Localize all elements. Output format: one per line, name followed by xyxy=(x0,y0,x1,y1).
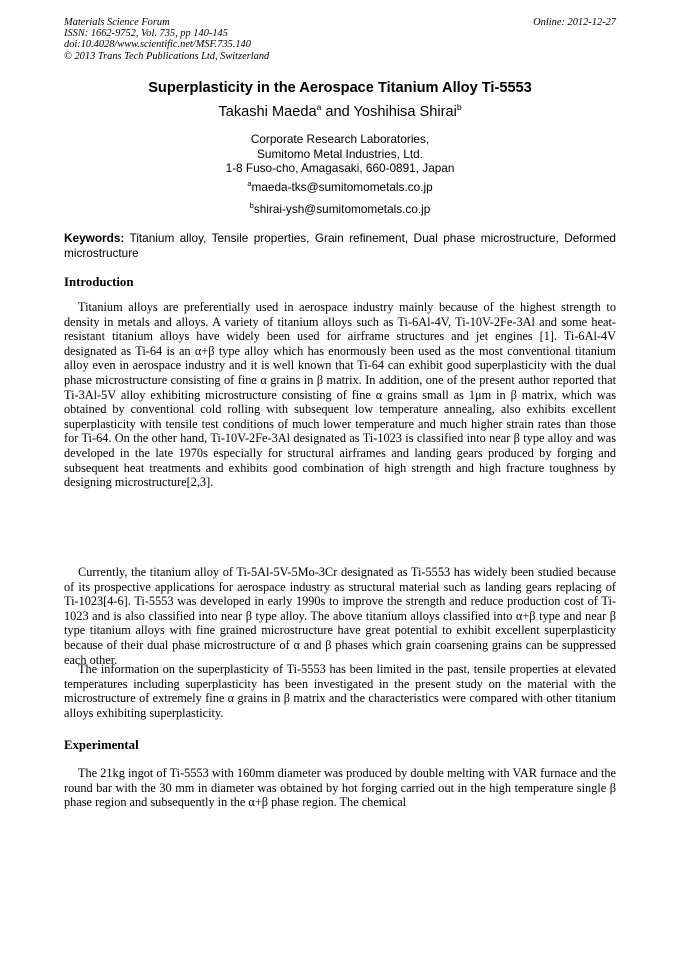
body-paragraph: Titanium alloys are preferentially used in aerospace industry mainly because of the highest strength to density in metals and alloys. A variety of titanium alloys such as Ti-6Al-4V, Ti-10V-2Fe-3Al and some heat-resistant titanium alloys have widely been used for airframe structures and jet engines [1]. Ti-6Al-4V designated as Ti-64 is an α+β type alloy which has enormously been used as the most conventional titanium alloy even in aerospace industry and it is well known that Ti-64 can exhibit good superplasticity with the dual phase microstructure consisting of fine α grains in β matrix. In addition, one of the present author reported that Ti-3Al-5V alloy exhibiting microstructure consisting of fine α grains small as 1μm in β matrix, which was obtained by conventional cold rolling with subsequent low temperature annealing, also exhibits excellent superplasticity with tensile test conditions of much lower temperature and much higher strain rates than those for Ti-64. On the other hand, Ti-10V-2Fe-3Al designated as Ti-1023 is classified into near β type alloy and was developed in the late 1970s especially for structural airframes and landing gears produced by forging and subsequent heat treatments and exhibits good combination of high strength and high fracture toughness by designing microstructure[2,3]. xyxy=(64,300,616,490)
email-address[interactable]: shirai-ysh@sumitomometals.co.jp xyxy=(253,202,431,216)
keywords-block xyxy=(64,231,616,260)
email-superscript: a xyxy=(247,179,252,188)
body-paragraph: The information on the superplasticity of Ti-5553 has been limited in the past, tensile properties at elevated temperatures including superplasticity has been investigated in the present study on the material with the microstructure of extremely fine α grains in β matrix and the characteristics were compared with other titanium alloys exhibiting superplasticity. xyxy=(64,662,616,720)
journal-name: Materials Science Forum xyxy=(64,17,170,28)
section-heading-experimental: Experimental xyxy=(64,738,139,752)
affiliation-block xyxy=(64,132,616,176)
copyright-line: © 2013 Trans Tech Publications Ltd, Switzerland xyxy=(64,50,270,62)
publication-header xyxy=(64,17,616,62)
author-superscript: a xyxy=(316,102,322,112)
author-superscript: b xyxy=(456,102,462,112)
author-conjunction: and xyxy=(321,104,354,120)
author-name: Takashi Maeda xyxy=(218,104,317,120)
author-line xyxy=(64,104,616,120)
email-superscript: b xyxy=(249,201,254,210)
doi-line: doi:10.4028/www.scientific.net/MSF.735.140 xyxy=(64,39,251,51)
author-name: Yoshihisa Shirai xyxy=(353,104,457,120)
affiliation-line: 1-8 Fuso-cho, Amagasaki, 660-0891, Japan xyxy=(225,161,455,176)
affiliation-line: Sumitomo Metal Industries, Ltd. xyxy=(257,146,423,161)
section-heading-introduction: Introduction xyxy=(64,275,134,289)
affiliation-line: Corporate Research Laboratories, xyxy=(250,132,430,146)
issn-line: ISSN: 1662-9752, Vol. 735, pp 140-145 xyxy=(64,28,228,40)
body-paragraph: Currently, the titanium alloy of Ti-5Al-5V-5Mo-3Cr designated as Ti-5553 has widely been studied because of its prospective applications for aerospace industry as structural material such as landing gears replacing of Ti-1023[4-6]. Ti-5553 was developed in early 1990s to improve the strength and reduce production cost of Ti-1023 and is also classified into near β type alloy. The above titanium alloys classified into α+β type and near β type titanium alloys with fine grained microstructure have great potential to exhibit excellent superplasticity because of their dual phase microstructure of α and β phases which grain coarsening grains can be suppressed each other. xyxy=(64,565,616,667)
email-address[interactable]: maeda-tks@sumitomometals.co.jp xyxy=(251,180,433,194)
author-email[interactable] xyxy=(64,180,616,194)
body-paragraph: The 21kg ingot of Ti-5553 with 160mm diameter was produced by double melting with VAR furnace and the round bar with the 30 mm in diameter was obtained by hot forging carried out in the high temperature single β phase region and subsequently in the α+β phase region. The chemical xyxy=(64,766,616,810)
paper-title: Superplasticity in the Aerospace Titanium Alloy Ti-5553 xyxy=(148,80,532,96)
author-email[interactable] xyxy=(64,202,616,216)
keywords-text: Titanium alloy, Tensile properties, Grain refinement, Dual phase microstructure, Deformed microstructure xyxy=(64,231,616,260)
keywords-label: Keywords: xyxy=(64,231,125,245)
online-date: Online: 2012-12-27 xyxy=(533,17,616,28)
